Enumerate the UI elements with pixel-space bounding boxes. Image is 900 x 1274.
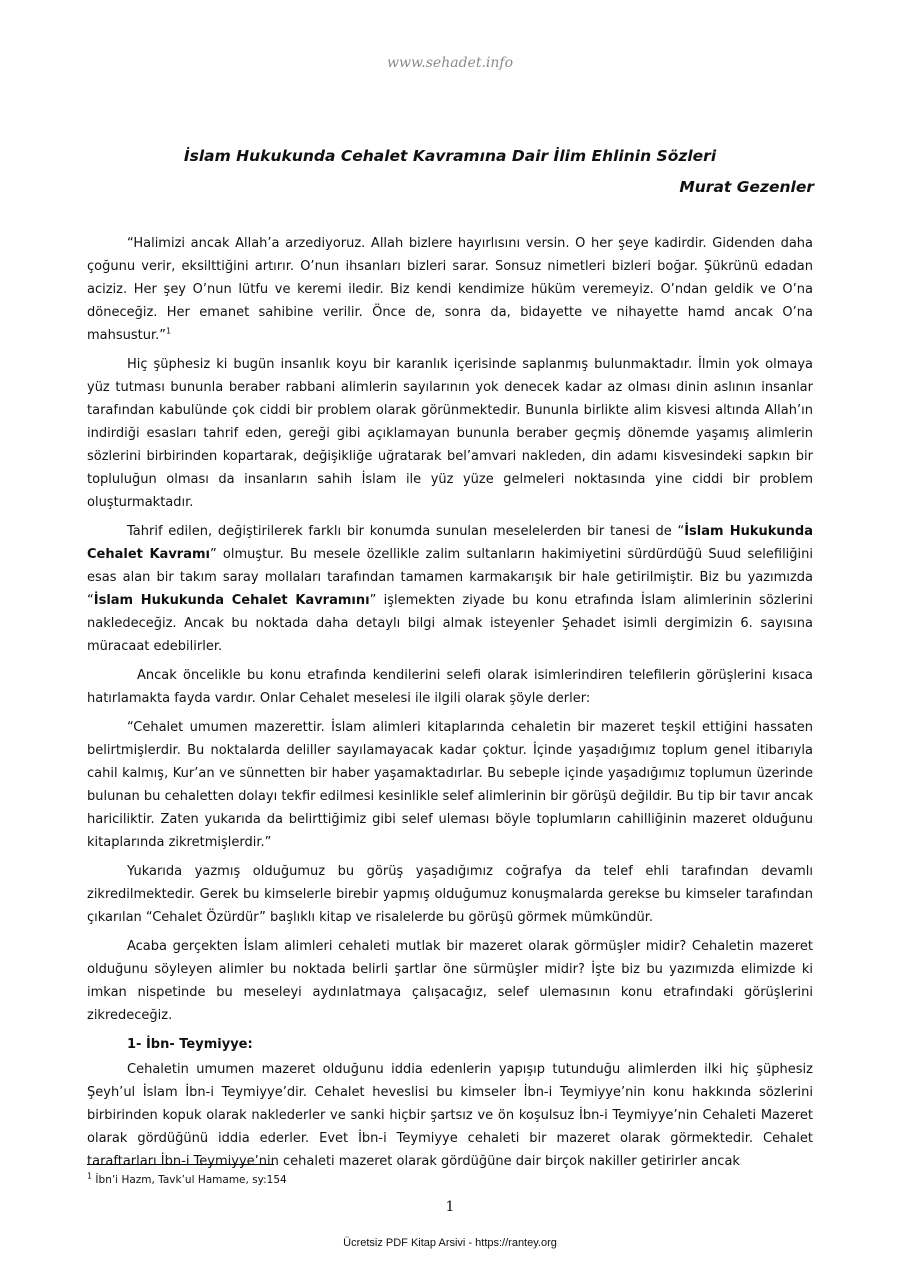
paragraph: “Halimizi ancak Allah’a arzediyoruz. Allah bizlere hayırlısını versin. O her şeye kadirdir. Gidenden daha çoğunu verir, eksilttiğini artırır. O’nun ihsanları bizleri sarar. Sonsuz nimetleri bizleri boğar. Şükrünü edadan aciziz. Her şey O’nun lütfu ve keremi iledir. Biz kendi kendimize hüküm veremeyiz. O’ndan geldik ve O’na döneceğiz. Her emanet sahibine verilir. Önce de, sonra da, bidayette ve nihayette hamd ancak O’na mahsustur.”$^1$ [87, 236, 813, 343]
bold-term: İslam Hukukunda Cehalet Kavramı [87, 524, 813, 562]
document-body [87, 232, 813, 1179]
page-footer: Ücretsiz PDF Kitap Arsivi - https://rantey.org [343, 1237, 557, 1249]
site-header: www.sehadet.info [387, 55, 513, 71]
paragraph: Cehaletin umumen mazeret olduğunu iddia edenlerin yapışıp tutunduğu alimlerden ilki hiç şüphesiz Şeyh’ul İslam İbn-i Teymiyye’dir. Cehalet heveslisi bu kimseler İbn-i Teymiyye’nin konu hakkında sözlerini birbirinden kopuk olarak naklederler ve sanki hiçbir şartsız ve ön koşulsuz İbn-i Teymiyye’nin Cehaleti Mazeret olarak gördüğünü iddia ederler. Evet İbn-i Teymiyye cehaleti bir mazeret olarak görmektedir. Cehalet taraftarları İbn-i Teymiyye’nin cehaleti mazeret olarak gördüğüne dair birçok nakiller getirirler ancak [87, 1062, 813, 1169]
paragraph: Tahrif edilen, değiştirilerek farklı bir konumda sunulan meselelerden bir tanesi de “İslam Hukukunda Cehalet Kavramı” olmuştur. Bu mesele özellikle zalim sultanların hakimiyetini sürdürdüğü Suud selefiliğini esas alan bir takım saray mollaları tarafından tamamen karmakarışık bir hale getirilmiştir. Biz bu yazımızda “İslam Hukukunda Cehalet Kavramını” işlemekten ziyade bu konu etrafında İslam alimlerinin sözlerini nakledeceğiz. Ancak bu noktada daha detaylı bilgi almak isteyenler Şehadet isimli dergimizin 6. sayısına müracaat edebilirler. [87, 524, 814, 654]
page-number: 1 [445, 1199, 455, 1215]
document-title: İslam Hukukunda Cehalet Kavramına Dair İlim Ehlinin Sözleri [183, 147, 717, 165]
footnote-ref: 1 [166, 326, 172, 336]
footnote-text: İbn’i Hazm, Tavk’ul Hamame, sy:154 [92, 1174, 287, 1186]
quote-paragraph: “Cehalet umumen mazerettir. İslam alimleri kitaplarında cehaletin bir mazeret teşkil ettiğini hassaten belirtmişlerdir. Bu noktalarda deliller sayılamayacak kadar çoktur. İçinde yaşadığımız toplum genel itibarıyla cahil kalmış, Kur’an ve sünnetten bir haber yaşamaktadırlar. Bu sebeple içinde yaşadığımız toplumun üzerinde bulunan bu cehaletten dolayı tekfir edilmesi kesinlikle selef alimlerinin bir görüşü değildir. Bu tip bir tavır ancak hariciliktir. Zaten yukarıda da belirttiğimiz gibi selef uleması böyle toplumların cahilliğinin mazeret olduğunu kitaplarında zikretmişlerdir.” [87, 720, 813, 850]
footnote-divider [87, 1164, 274, 1165]
bold-term: İslam Hukukunda Cehalet Kavramını [93, 593, 370, 608]
paragraph: Ancak öncelikle bu konu etrafında kendilerini selefi olarak isimlerindiren telefilerin görüşlerini kısaca hatırlamakta fayda vardır. Onlar Cehalet meselesi ile ilgili olarak şöyle derler: [87, 668, 813, 706]
paragraph: Acaba gerçekten İslam alimleri cehaleti mutlak bir mazeret olarak görmüşler midir? Cehaletin mazeret olduğunu söyleyen alimler bu noktada belirli şartlar öne sürmüşler midir? İşte biz bu yazımızda elimizde ki imkan nispetinde bu meseleyi aydınlatmaya çalışacağız, selef ulemasının konu etrafındaki görüşlerini zikredeceğiz. [87, 939, 813, 1023]
paragraph: Hiç şüphesiz ki bugün insanlık koyu bir karanlık içerisinde saplanmış bulunmaktadır. İlmin yok olmaya yüz tutması bununla beraber rabbani alimlerin sayılarının yok denecek kadar az olması dinin aslının insanlar tarafından kabulünde çok ciddi bir problem olarak görünmektedir. Bununla birlikte alim kisvesi altında Allah’ın indirdiği esasları tahrif eden, gereği gibi açıklamayan bununla beraber geçmiş dönemde yaşamış alimlerin sözlerini birbirinden kopartarak, değişikliğe uğratarak bel’amvari nakleden, din adamı kisvesindeki sapkın bir topluluğun olması da insanların sahih İslam ile yüz yüze gelmeleri noktasında yine ciddi bir problem oluşturmaktadır. [87, 357, 813, 510]
section-heading: 1- İbn- Teymiyye: [127, 1037, 253, 1052]
footnote-mark: 1 [87, 1171, 93, 1181]
footnote [87, 1171, 287, 1186]
author-name: Murat Gezenler [679, 178, 814, 196]
paragraph: Yukarıda yazmış olduğumuz bu görüş yaşadığımız coğrafya da telef ehli tarafından devamlı zikredilmektedir. Gerek bu kimselerle birebir yapmış olduğumuz konuşmalarda gerekse bu kimseler tarafından çıkarılan “Cehalet Özürdür” başlıklı kitap ve risalelerde bu görüşü görmek mümkündür. [87, 864, 813, 925]
